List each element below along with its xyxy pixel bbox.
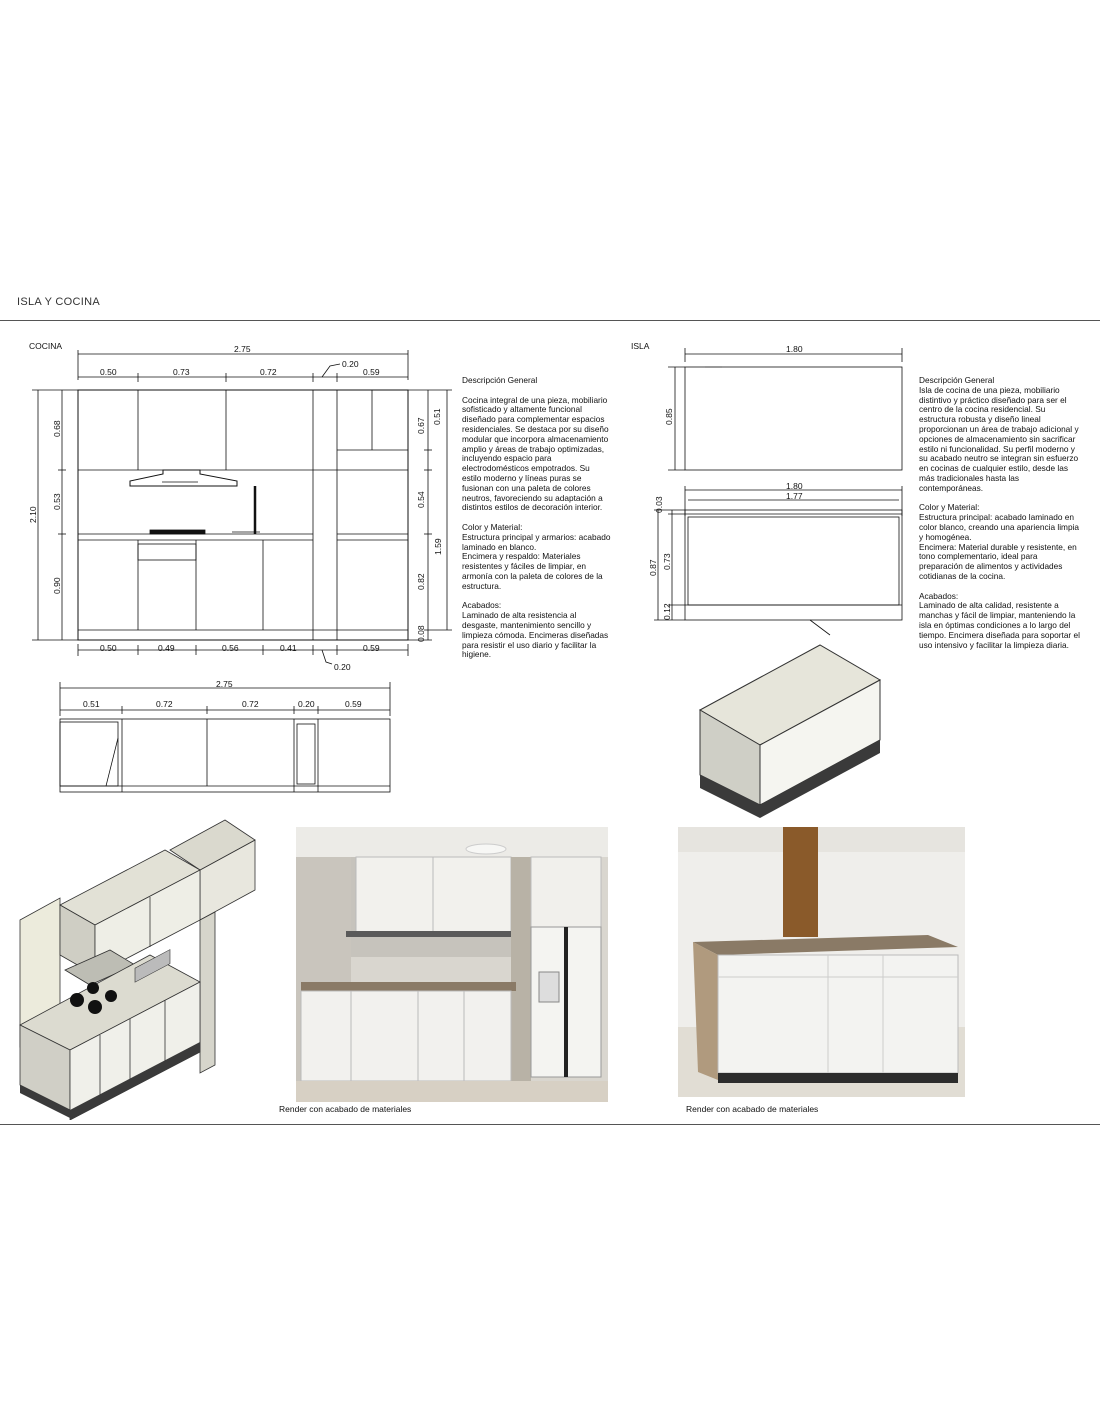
isla-isometric-drawing [690,640,890,820]
plan-dim-4: 0.20 [298,699,315,709]
cocina-plan-drawing [40,676,410,801]
bottom-divider [0,1124,1100,1125]
dim-right-tall: 1.59 [433,538,443,555]
plan-dim-1: 0.51 [83,699,100,709]
dim-bottom-3: 0.56 [222,643,239,653]
dim-right-upper-b: 0.67 [416,417,426,434]
isla-render-image [678,827,965,1097]
dim-gap: 0.20 [342,359,359,369]
cocina-label: COCINA [29,341,63,351]
cocina-isometric-drawing [15,810,265,1120]
dim-bottom-1: 0.50 [100,643,117,653]
dim-right-middle: 0.54 [416,491,426,508]
cocina-description: Descripción General Cocina integral de una pieza, mobiliario sofisticado y altamente funcional diseñado para complementar espacios residenciales. Se destaca por su diseño modular que incorpora almacenamiento amplio y áreas de trabajo optimizadas, incluyendo espacio para electrodomésticos empotrados. Su estilo moderno y líneas puras se fusionan con una paleta de colores neutros, favoreciendo su adaptación a distintos estilos de decoración interior. Color y Material: Estructura principal y armarios: acabado laminado en blanco. Encimera y respaldo: Materiales resistentes y fáciles de limpiar, en armonía con la paleta de colores de la estructura. Acabados: Laminado de alta resistencia al desgaste, mantenimiento sencillo y limpieza cómoda. Encimeras diseñadas para resistir el uso diario y facilitar la higiene. [462,375,611,660]
dim-bottom-5: 0.59 [363,643,380,653]
dim-left-upper: 0.68 [52,420,62,437]
isla-elev-plinth: 0.12 [662,603,672,620]
dim-top-2: 0.73 [173,367,190,377]
isla-elevation-drawing [640,480,910,645]
isla-plan-drawing [650,340,910,475]
dim-bottom-4: 0.41 [280,643,297,653]
isla-elev-width-inner: 1.77 [786,491,803,501]
isla-plan-width: 1.80 [786,344,803,354]
dim-left-total: 2.10 [28,506,38,523]
dim-right-lower: 0.82 [416,573,426,590]
cocina-render-caption: Render con acabado de materiales [279,1104,412,1114]
cocina-elevation-drawing [0,340,460,680]
page-title: ISLA Y COCINA [17,296,100,308]
dim-top-1: 0.50 [100,367,117,377]
dim-bottom-gap: 0.20 [334,662,351,672]
dim-left-middle: 0.53 [52,493,62,510]
isla-elev-top: 0.03 [654,496,664,513]
isla-elev-width-outer: 1.80 [786,481,803,491]
isla-render-caption: Render con acabado de materiales [686,1104,819,1114]
plan-dim-5: 0.59 [345,699,362,709]
cocina-render-image [296,827,608,1102]
isla-elev-body: 0.73 [662,553,672,570]
plan-dim-3: 0.72 [242,699,259,709]
dim-right-plinth: 0.08 [416,625,426,642]
top-divider [0,320,1100,321]
isla-plan-depth: 0.85 [664,408,674,425]
dim-total: 2.75 [234,344,251,354]
isla-label: ISLA [631,341,650,351]
dim-left-lower: 0.90 [52,577,62,594]
dim-top-4: 0.59 [363,367,380,377]
dim-bottom-2: 0.49 [158,643,175,653]
plan-dim-2: 0.72 [156,699,173,709]
isla-elev-total: 0.87 [648,559,658,576]
dim-right-upper: 0.51 [432,408,442,425]
plan-dim-total: 2.75 [216,679,233,689]
dim-top-3: 0.72 [260,367,277,377]
isla-description: Descripción General Isla de cocina de una pieza, mobiliario distintivo y práctico diseñado para ser el centro de la cocina residencial. Su estructura robusta y diseño lineal proporcionan un área de trabajo adicional y opciones de almacenamiento sin sacrificar estilo ni funcionalidad. Su perfil moderno y su acabado neutro se integran sin esfuerzo en cocinas de cualquier estilo, desde las más tradicionales hasta las contemporáneas. Color y Material: Estructura principal: acabado laminado en color blanco, creando una apariencia limpia y homogénea. Encimera: Material durable y resistente, en tono complementario, ideal para preparación de alimentos y actividades cotidianas de la cocina. Acabados: Laminado de alta calidad, resistente a manchas y fácil de limpiar, manteniendo la isla en óptimas condiciones a lo largo del tiempo. Encimera diseñada para soportar el uso intensivo y facilitar la limpieza diaria. [919,375,1080,650]
